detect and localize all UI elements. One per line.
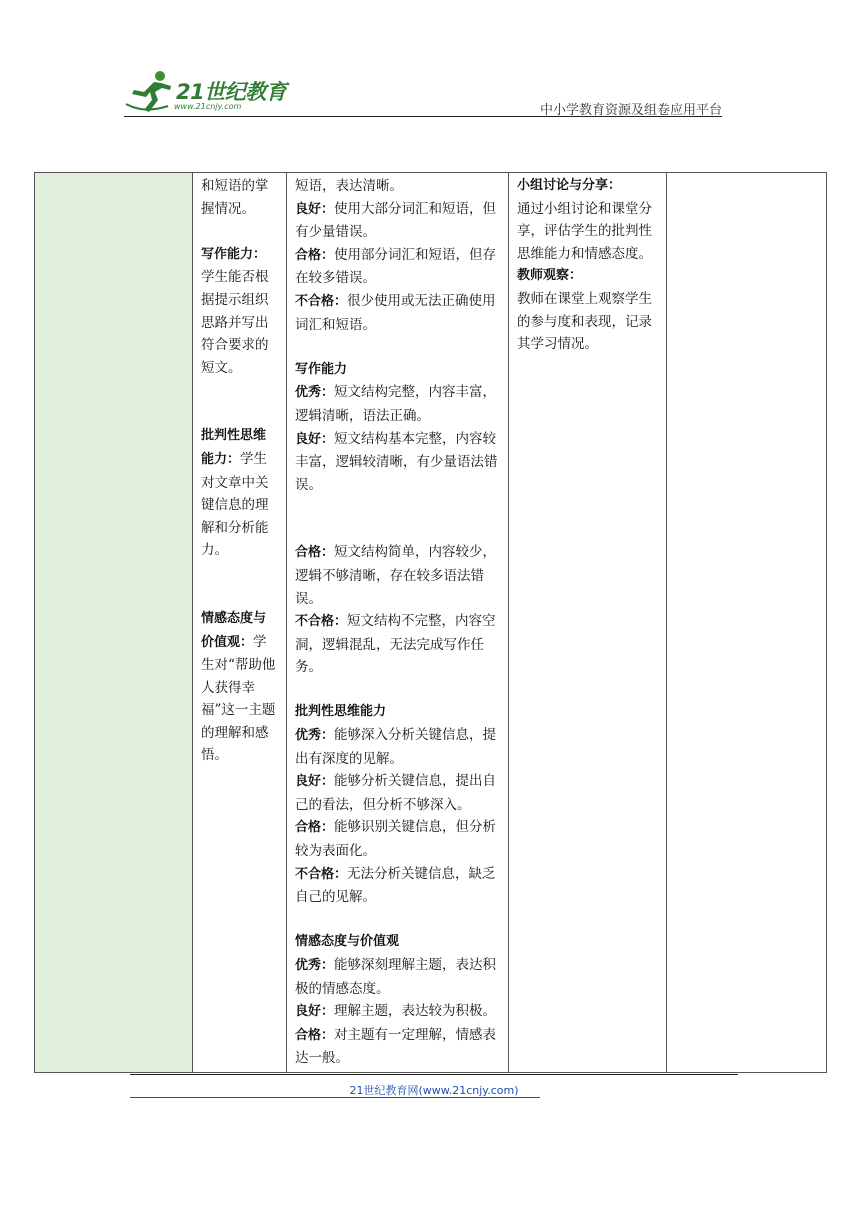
criteria-fail xyxy=(295,863,500,909)
critical-thinking-title: 批判性思维能力： xyxy=(201,428,267,467)
emotion-values-title: 情感态度与价值观： xyxy=(201,610,267,650)
criteria-text: 能够分析关键信息，提出自己的看法，但分析不够深入。 xyxy=(295,773,497,813)
emotion-values-text: 学生对“帮助他人获得幸福”这一主题的理解和感悟。 xyxy=(201,633,276,764)
criteria-text: 无法分析关键信息，缺乏自己的见解。 xyxy=(295,865,496,906)
footer-link-underline xyxy=(130,1097,540,1098)
criteria-text: 能够深入分析关键信息，提出有深度的见解。 xyxy=(295,727,497,767)
logo-url: www.21cnjy.com xyxy=(174,102,242,111)
criteria-text: 很少使用或无法正确使用词汇和短语。 xyxy=(295,292,496,333)
criteria-text: 短文结构完整，内容丰富，逻辑清晰，语法正确。 xyxy=(295,384,497,424)
criteria-label: 优秀： xyxy=(295,958,335,973)
criteria-label: 优秀： xyxy=(295,385,335,401)
criteria-text: 短文结构不完整，内容空洞，逻辑混乱，无法完成写作任务。 xyxy=(295,613,496,676)
critical-heading: 批判性思维能力 xyxy=(295,704,387,720)
criteria-label: 合格： xyxy=(295,545,335,561)
criteria-pass xyxy=(295,541,500,610)
footer-link[interactable]: 21世纪教育网(www.21cnjy.com) xyxy=(349,1084,519,1097)
criteria-text: 使用大部分词汇和短语，但有少量错误。 xyxy=(295,200,497,241)
criteria-label: 优秀： xyxy=(295,728,335,744)
content-text: 和短语的掌握情况。 xyxy=(201,178,269,217)
criteria-label: 合格： xyxy=(295,820,335,836)
writing-ability-block xyxy=(201,243,278,380)
criteria-label: 良好： xyxy=(295,1004,335,1020)
criteria-fail xyxy=(295,290,500,336)
teacher-observation-text: 教师在课堂上观察学生的参与度和表现，记录其学习情况。 xyxy=(517,290,652,353)
criteria-good xyxy=(295,428,500,497)
site-logo[interactable] xyxy=(124,70,294,118)
runner-icon xyxy=(124,70,176,114)
evaluation-content-cell xyxy=(193,173,287,1073)
critical-thinking-block xyxy=(201,424,278,562)
criteria-text: 理解主题，表达较为积极。 xyxy=(334,1003,497,1020)
criteria-label: 不合格： xyxy=(295,866,348,882)
criteria-label: 良好： xyxy=(295,774,335,790)
criteria-excellent xyxy=(295,954,500,1000)
emotion-heading: 情感态度与价值观 xyxy=(295,934,400,950)
criteria-cell xyxy=(287,173,509,1073)
logo-text: 21世纪教育 xyxy=(176,80,287,104)
criteria-label: 合格： xyxy=(295,1027,335,1043)
writing-ability-text: 学生能否根据提示组织思路并写出符合要求的短文。 xyxy=(201,269,269,376)
criteria-label: 不合格： xyxy=(295,293,348,309)
criteria-text: 能够深刻理解主题，表达积极的情感态度。 xyxy=(295,957,497,997)
teacher-observation-title: 教师观察： xyxy=(517,268,583,284)
group-discussion-text: 通过小组讨论和课堂分享，评估学生的批判性思维能力和情感态度。 xyxy=(517,200,652,262)
writing-heading: 写作能力 xyxy=(295,361,348,377)
criteria-good xyxy=(295,770,500,816)
header-divider xyxy=(124,116,722,117)
criteria-fail xyxy=(295,610,500,679)
notes-cell xyxy=(667,173,827,1073)
criteria-pass xyxy=(295,1024,500,1070)
criteria-text: 能够识别关键信息，但分析较为表面化。 xyxy=(295,819,497,860)
criteria-label: 不合格： xyxy=(295,614,348,630)
footer-divider xyxy=(130,1074,738,1075)
criteria-text: 短文结构简单，内容较少，逻辑不够清晰，存在较多语法错误。 xyxy=(295,544,497,607)
criteria-line: 短语，表达清晰。 xyxy=(295,178,403,194)
group-discussion-title: 小组讨论与分享： xyxy=(517,178,622,193)
criteria-label: 合格： xyxy=(295,247,335,263)
criteria-good xyxy=(295,198,500,244)
table-row xyxy=(35,173,827,1073)
critical-thinking-text: 学生对文章中关键信息的理解和分析能力。 xyxy=(201,450,269,559)
emotion-values-block xyxy=(201,607,278,767)
criteria-excellent xyxy=(295,724,500,770)
writing-ability-title: 写作能力： xyxy=(201,246,267,262)
criteria-pass xyxy=(295,816,500,862)
criteria-label: 良好： xyxy=(295,431,335,447)
criteria-text: 短文结构基本完整，内容较丰富，逻辑较清晰，有少量语法错误。 xyxy=(295,430,498,493)
evaluation-table xyxy=(34,172,827,1073)
criteria-text: 使用部分词汇和短语，但存在较多错误。 xyxy=(295,246,497,287)
criteria-good xyxy=(295,1000,500,1024)
criteria-label: 良好： xyxy=(295,201,335,217)
criteria-excellent xyxy=(295,381,500,427)
criteria-text: 对主题有一定理解，情感表达一般。 xyxy=(295,1026,497,1067)
method-cell xyxy=(509,173,667,1073)
criteria-pass xyxy=(295,244,500,290)
stage-cell xyxy=(35,173,193,1073)
platform-title: 中小学教育资源及组卷应用平台 xyxy=(539,103,722,118)
page-header xyxy=(0,0,860,120)
